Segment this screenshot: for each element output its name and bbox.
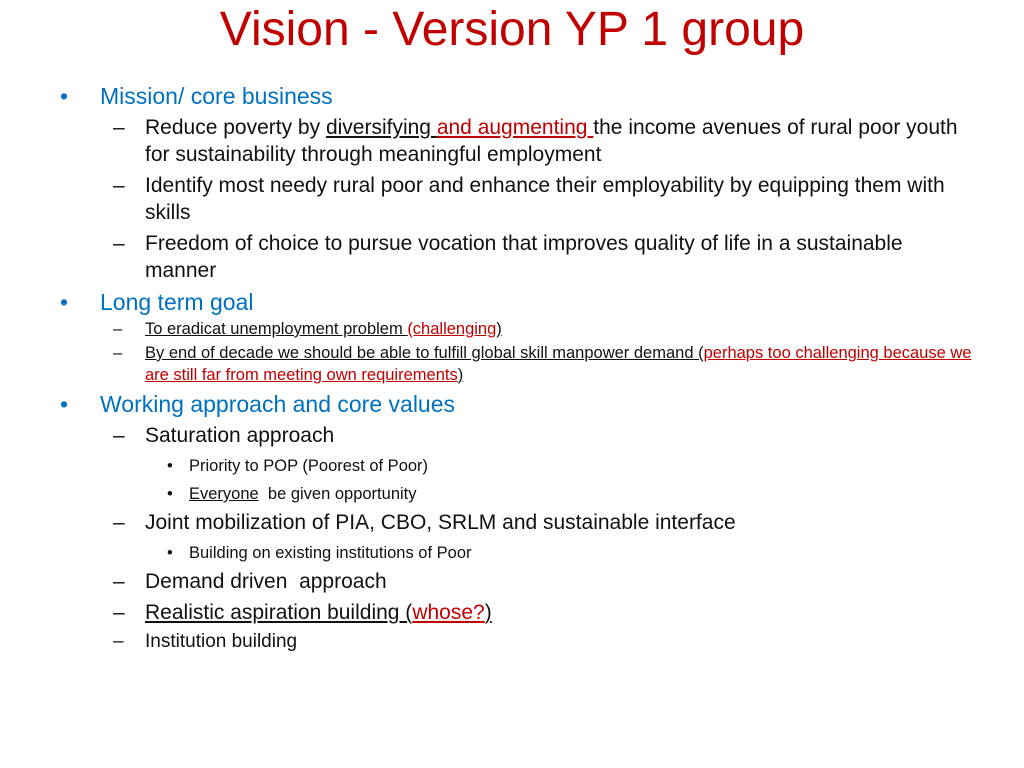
approach-joint-text: Joint mobilization of PIA, CBO, SRLM and sustainable interface [145, 511, 736, 534]
mission-item-1 [113, 114, 978, 168]
mission-item-2-text: Identify most needy rural poor and enhance their employability by equipping them with skills [145, 174, 945, 224]
approach-institution [113, 630, 978, 654]
approach-everyone [163, 483, 978, 505]
mission-item-3 [113, 230, 978, 284]
slide-body [58, 78, 978, 654]
approach-demand [113, 568, 978, 595]
bullet-marker: • [167, 544, 173, 562]
mission-item-1-text-c: and augmenting [436, 116, 594, 139]
slide-title: Vision - Version YP 1 group [219, 3, 805, 56]
dash-marker: – [113, 174, 125, 197]
dash-marker: – [113, 631, 124, 652]
goal-item-1-text-b: (challenging [407, 320, 497, 338]
approach-aspiration-text-b: whose? [412, 601, 485, 624]
goal-item-1 [113, 318, 978, 340]
goal-item-2-text-a: By end of decade we should be able to fulfill global skill manpower demand ( [145, 344, 704, 362]
approach-aspiration [113, 599, 978, 626]
mission-item-2 [113, 172, 978, 226]
bullet-mission [58, 82, 978, 110]
dash-marker: – [113, 424, 125, 447]
approach-saturation [113, 422, 978, 449]
goal-heading: Long term goal [100, 289, 254, 315]
dash-marker: – [113, 570, 125, 593]
approach-aspiration-text-a: Realistic aspiration building ( [145, 601, 413, 624]
mission-heading: Mission/ core business [100, 83, 333, 109]
approach-aspiration-text-c: ) [484, 601, 492, 624]
approach-institution-text: Institution building [145, 631, 298, 652]
approach-saturation-text: Saturation approach [145, 424, 335, 447]
approach-building [163, 542, 978, 564]
mission-item-1-text-d: the income avenues of rural poor youth for sustainability through meaningful employment [145, 116, 958, 166]
approach-everyone-text-b: be given opportunity [258, 485, 417, 503]
goal-item-2-text-b: perhaps too challenging because we are still far from meeting own requirements [145, 344, 972, 384]
dash-marker: – [113, 511, 125, 534]
approach-everyone-text-a: Everyone [189, 485, 259, 503]
approach-joint [113, 509, 978, 536]
approach-demand-text: Demand driven approach [145, 570, 387, 593]
goal-item-2 [113, 342, 978, 386]
goal-item-1-text-a: To eradicat unemployment problem [145, 320, 408, 338]
mission-item-3-text: Freedom of choice to pursue vocation that improves quality of life in a sustainable manner [145, 232, 903, 282]
dash-marker: – [113, 116, 125, 139]
approach-building-text: Building on existing institutions of Poor [189, 544, 472, 562]
dash-marker: – [113, 320, 123, 338]
goal-item-2-text-c: ) [457, 366, 464, 384]
bullet-marker: • [60, 83, 69, 109]
bullet-marker: • [167, 485, 173, 503]
dash-marker: – [113, 232, 125, 255]
approach-heading: Working approach and core values [100, 391, 456, 417]
bullet-marker: • [60, 391, 69, 417]
approach-pop [163, 455, 978, 477]
bullet-goal [58, 288, 978, 316]
bullet-marker: • [60, 289, 69, 315]
goal-item-1-text-c: ) [496, 320, 502, 338]
dash-marker: – [113, 344, 123, 362]
mission-item-1-text-b: diversifying [325, 116, 437, 139]
approach-pop-text: Priority to POP (Poorest of Poor) [189, 457, 429, 475]
bullet-approach [58, 390, 978, 418]
bullet-marker: • [167, 457, 173, 475]
dash-marker: – [113, 601, 125, 624]
mission-item-1-text-a: Reduce poverty by [145, 116, 326, 139]
